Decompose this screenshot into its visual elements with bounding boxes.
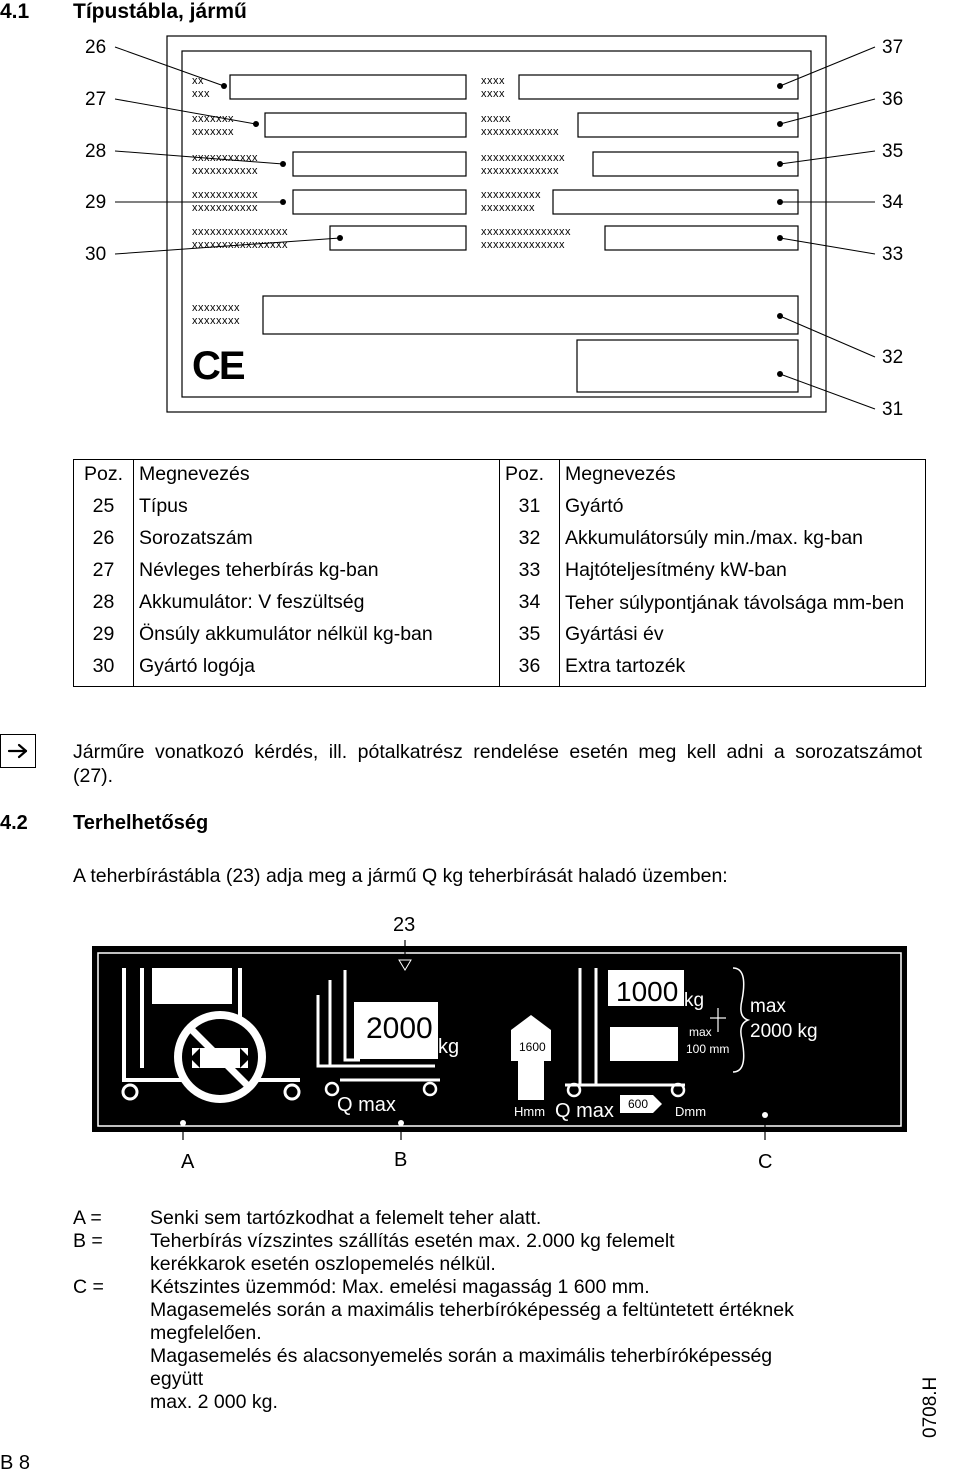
pos-number: 32: [500, 524, 560, 556]
max-value: 2000 kg: [750, 1021, 818, 1042]
callout-28: 28: [85, 141, 107, 162]
plate-inner-frame: [182, 51, 811, 397]
left-field-4: [293, 190, 466, 214]
pos-name: Akkumulátor: V feszültség: [134, 588, 500, 620]
load-value-b: 2000: [366, 1012, 433, 1045]
left-field-5: [330, 226, 466, 250]
bottom-field-label: xxxxxxxx xxxxxxxx: [192, 302, 240, 327]
header-pos-right: Poz.: [500, 460, 560, 492]
table-row: [74, 460, 926, 492]
unit-c: kg: [684, 990, 705, 1011]
def-text-c: Kétszintes üzemmód: Max. emelési magasság 1 600 mm. Magasemelés során a maximális teherbíróképesség a feltüntetett értéknek megfelelően. Magasemelés és alacsonyemelés során a maximális teherbíróképesség együtt max. 2 000 kg.: [150, 1276, 794, 1413]
pos-number: 25: [74, 492, 134, 524]
header-pos-left: Poz.: [74, 460, 134, 492]
pos-name: Hajtóteljesítmény kW-ban: [560, 556, 926, 588]
pos-name: Gyártási év: [560, 620, 926, 652]
dmm-value: 600: [628, 1097, 649, 1111]
header-name-left: Megnevezés: [134, 460, 500, 492]
dmm-label: Dmm: [675, 1104, 707, 1119]
callout-37: 37: [882, 37, 904, 58]
pos-name: Teher súlypontjának távolsága mm-ben: [560, 588, 926, 620]
right-field-4: [553, 190, 798, 214]
pos-number: 29: [74, 620, 134, 652]
def-key-c: C =: [73, 1276, 104, 1298]
document-code: 0708.H: [920, 1376, 941, 1438]
qmax-c: Q max: [555, 1100, 614, 1122]
right-field-2: [578, 113, 798, 137]
callout-32: 32: [882, 347, 904, 368]
hmm-value: 1600: [519, 1040, 546, 1054]
section-number: 4.1: [0, 0, 30, 23]
left-field-3: [293, 152, 466, 176]
def-key-a: A =: [73, 1207, 102, 1229]
pos-name: Sorozatszám: [134, 524, 500, 556]
callout-36: 36: [882, 89, 904, 110]
callout-35: 35: [882, 141, 904, 162]
right-field-label-1: xxxx xxxx: [481, 75, 505, 100]
table-row: [74, 524, 926, 556]
pos-number: 34: [500, 588, 560, 620]
table-row: [74, 620, 926, 652]
pos-number: 28: [74, 588, 134, 620]
right-field-1: [519, 75, 798, 99]
pos-name: Gyártó: [560, 492, 926, 524]
maker-field: [577, 340, 798, 392]
callout-27: 27: [85, 89, 107, 110]
qmax-b: Q max: [337, 1094, 396, 1116]
def-key-b: B =: [73, 1230, 103, 1252]
pos-number: 31: [500, 492, 560, 524]
unit-b: kg: [438, 1036, 460, 1058]
callout-31: 31: [882, 399, 904, 420]
table-row: [74, 652, 926, 687]
pos-number: 27: [74, 556, 134, 588]
left-field-2: [265, 113, 466, 137]
callout-33: 33: [882, 244, 904, 265]
type-plate-diagram: [0, 28, 960, 428]
right-field-5: [605, 226, 798, 250]
table-row: [74, 556, 926, 588]
right-field-3: [593, 152, 798, 176]
small-max-label: max: [689, 1025, 712, 1039]
marker-c: C: [758, 1151, 773, 1173]
pos-number: 26: [74, 524, 134, 556]
pos-name: Típus: [134, 492, 500, 524]
bottom-wide-field: [263, 296, 798, 334]
pos-number: 35: [500, 620, 560, 652]
callout-30: 30: [85, 244, 107, 265]
max-label: max: [750, 996, 786, 1017]
right-field-label-5: xxxxxxxxxxxxxxx xxxxxxxxxxxxxx: [481, 226, 571, 251]
pos-number: 36: [500, 652, 560, 687]
section-number: 4.2: [0, 812, 28, 834]
left-field-label-1: xx xxx: [192, 75, 210, 100]
hmm-label: Hmm: [514, 1104, 546, 1119]
marker-a: A: [181, 1151, 195, 1173]
def-text-a: Senki sem tartózkodhat a felemelt teher alatt.: [150, 1207, 542, 1229]
left-field-label-4: xxxxxxxxxxx xxxxxxxxxxx: [192, 189, 258, 214]
section-title: Típustábla, jármű: [73, 0, 247, 23]
legend-table: [73, 459, 926, 687]
marker-b: B: [394, 1149, 408, 1171]
callout-34: 34: [882, 192, 904, 213]
left-field-label-3: xxxxxxxxxxx xxxxxxxxxxx: [192, 152, 258, 177]
arrow-right-icon: [0, 734, 36, 768]
header-name-right: Megnevezés: [560, 460, 926, 492]
intro-text: A teherbírástábla (23) adja meg a jármű Q kg teherbírását haladó üzemben:: [73, 865, 728, 887]
left-field-1: [230, 75, 466, 99]
table-row: [74, 492, 926, 524]
ce-mark-icon: CE: [192, 344, 244, 388]
pos-number: 33: [500, 556, 560, 588]
note-text: Járműre vonatkozó kérdés, ill. pótalkatrész rendelése esetén meg kell adni a sorozatszámot (27).: [73, 741, 922, 787]
callout-26: 26: [85, 37, 107, 58]
table-row: [74, 588, 926, 620]
pos-number: 30: [74, 652, 134, 687]
callout-29: 29: [85, 192, 107, 213]
page-number: B 8: [0, 1452, 31, 1474]
pos-name: Akkumulátorsúly min./max. kg-ban: [560, 524, 926, 556]
pos-name: Névleges teherbírás kg-ban: [134, 556, 500, 588]
right-field-label-3: xxxxxxxxxxxxxx xxxxxxxxxxxxx: [481, 152, 565, 177]
section-title: Terhelhetőség: [73, 812, 209, 834]
load-value-c: 1000: [616, 976, 679, 1007]
left-field-label-2: xxxxxxx xxxxxxx: [192, 113, 234, 138]
left-field-label-5: xxxxxxxxxxxxxxxx xxxxxxxxxxxxxxxx: [192, 226, 288, 251]
pos-name: Extra tartozék: [560, 652, 926, 687]
small-distance-label: 100 mm: [686, 1042, 730, 1056]
right-field-label-2: xxxxx xxxxxxxxxxxxx: [481, 113, 559, 138]
def-text-b: Teherbírás vízszintes szállítás esetén max. 2.000 kg felemelt kerékkarok esetén oszlopemelés nélkül.: [150, 1230, 675, 1275]
callout-23: 23: [393, 914, 416, 936]
pos-name: Gyártó logója: [134, 652, 500, 687]
right-field-label-4: xxxxxxxxxx xxxxxxxxx: [481, 189, 541, 214]
pos-name: Önsúly akkumulátor nélkül kg-ban: [134, 620, 500, 652]
